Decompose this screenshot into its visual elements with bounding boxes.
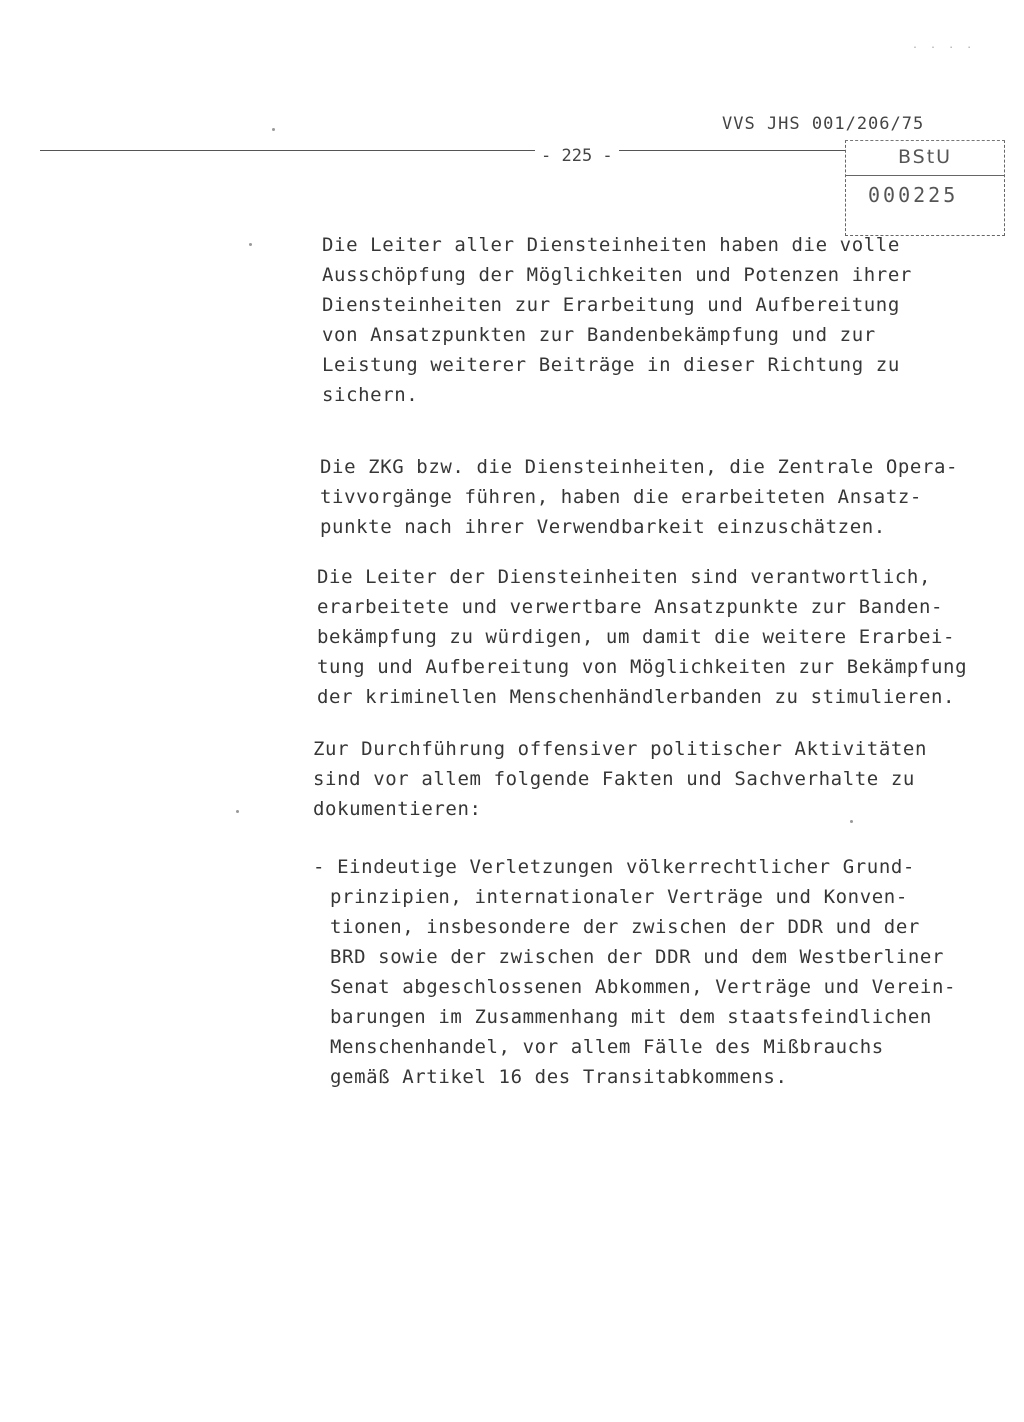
paragraph-5-list-item <box>313 852 956 1092</box>
paragraph-1 <box>322 230 912 410</box>
text-line: Diensteinheiten zur Erarbeitung und Aufbereitung <box>322 294 900 316</box>
archive-stamp <box>845 140 1005 236</box>
stamp-divider <box>846 175 1004 176</box>
text-line: Menschenhandel, vor allem Fälle des Mißbrauchs <box>330 1036 884 1058</box>
scan-speck <box>850 820 853 823</box>
text-line: - Eindeutige Verletzungen völkerrechtlicher Grund- <box>313 856 915 878</box>
text-line: dokumentieren: <box>313 798 482 820</box>
text-line: Die ZKG bzw. die Diensteinheiten, die Zentrale Opera- <box>320 456 959 478</box>
text-line: sind vor allem folgende Fakten und Sachverhalte zu <box>313 768 915 790</box>
document-reference: VVS JHS 001/206/75 <box>722 114 925 134</box>
text-line: gemäß Artikel 16 des Transitabkommens. <box>330 1066 788 1088</box>
text-line: tivvorgänge führen, haben die erarbeiteten Ansatz- <box>320 486 922 508</box>
scan-speck <box>272 128 275 131</box>
text-line: BRD sowie der zwischen der DDR und dem Westberliner <box>330 946 944 968</box>
text-line: von Ansatzpunkten zur Bandenbekämpfung und zur <box>322 324 876 346</box>
text-line: erarbeitete und verwertbare Ansatzpunkte zur Banden- <box>317 596 944 618</box>
paragraph-3 <box>317 562 967 712</box>
text-line: der kriminellen Menschenhändlerbanden zu stimulieren. <box>317 686 956 708</box>
text-line: tung und Aufbereitung von Möglichkeiten zur Bekämpfung <box>317 656 968 678</box>
text-line: barungen im Zusammenhang mit dem staatsfeindlichen <box>330 1006 932 1028</box>
text-line: Die Leiter aller Diensteinheiten haben die volle <box>322 234 900 256</box>
paragraph-4 <box>313 734 927 824</box>
scan-speck <box>236 810 239 813</box>
stamp-number: 000225 <box>868 183 959 207</box>
text-line: Ausschöpfung der Möglichkeiten und Potenzen ihrer <box>322 264 912 286</box>
paragraph-2 <box>320 452 958 542</box>
text-line: tionen, insbesondere der zwischen der DDR und der <box>330 916 920 938</box>
text-line: prinzipien, internationaler Verträge und Konven- <box>330 886 908 908</box>
text-line: Zur Durchführung offensiver politischer Aktivitäten <box>313 738 927 760</box>
page-number: - 225 - <box>535 146 619 166</box>
stamp-org: BStU <box>897 146 953 168</box>
text-line: sichern. <box>322 384 419 406</box>
text-line: bekämpfung zu würdigen, um damit die weitere Erarbei- <box>317 626 956 648</box>
text-line: punkte nach ihrer Verwendbarkeit einzuschätzen. <box>320 516 886 538</box>
text-line: Leistung weiterer Beiträge in dieser Richtung zu <box>322 354 900 376</box>
corner-mark: . . . . <box>912 40 976 51</box>
text-line: Senat abgeschlossenen Abkommen, Verträge und Verein- <box>330 976 957 998</box>
header-rule <box>40 150 845 151</box>
text-line: Die Leiter der Diensteinheiten sind verantwortlich, <box>317 566 931 588</box>
scan-speck <box>249 243 252 246</box>
